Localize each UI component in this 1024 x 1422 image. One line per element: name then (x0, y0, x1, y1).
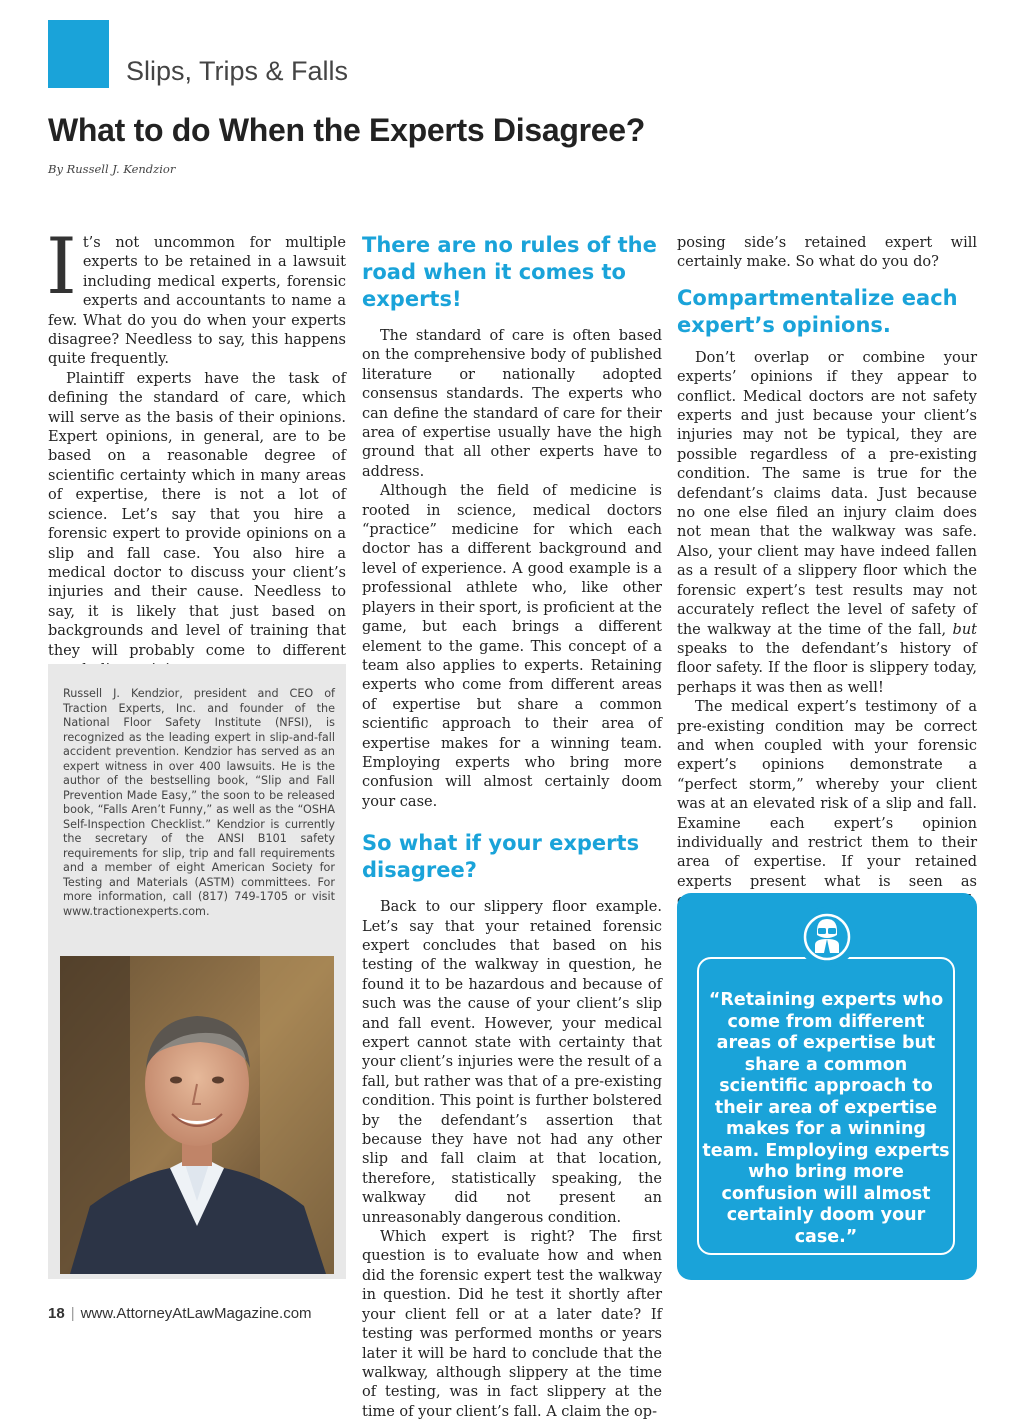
paragraph: Although the field of medicine is rooted in science, medical doctors “practice” medicine for which each doctor has a different background and level of experience. A good example is a professional athlete who, like other players in their sport, is proficient at the game, but each brings a different element to the game. This concept of a team also applies to experts. Retaining experts who come from different areas of expertise but share a common scientific approach to their area of expertise makes for a winning team. Employing experts who bring more confusion will almost certainly doom your case. (362, 483, 662, 810)
byline: By Russell J. Kendzior (48, 162, 176, 176)
column-1 (46, 222, 346, 680)
emphasis: but (952, 621, 977, 638)
paragraph-text: Don’t overlap or combine your experts’ opinions if they appear to conflict. Medical doctors are not safety experts and just because your client’s injuries may not be typical, they are possible regardless of a pre-existing condition. The same is true for the defendant’s claims data. Just because no one else filed an injury claim does not mean that the walkway was safe. Also, your client may have indeed fallen as a result of a slippery floor which the forensic expert’s test results may not accurately reflect the level of safety of the walkway at the time of the fall, (677, 349, 977, 638)
paragraph: posing side’s retained expert will certainly make. So what do you do? (677, 235, 977, 271)
paragraph: The standard of care is often based on the comprehensive body of published literature or nationally adopted consensus standards. The experts who can define the standard of care for their area of expertise usually have the high ground that all other experts have to address. (362, 328, 662, 480)
paragraph: The medical expert’s testimony of a pre-existing condition may be correct and when coupled with your forensic expert’s opinions demonstrate a “perfect storm,” whereby your client was at an elevated risk of a slip and fall. Examine each expert’s opinion individually and restrict them to their area of expertise. If your retained experts present what is seen as (677, 699, 977, 890)
paragraph: Which expert is right? The first question is to evaluate how and when did the forensic expert test the walkway in question. Did he test it shortly after your client fell or at a later date? If testing was performed months or years later it will be hard to conclude that the walkway, although slippery at the time of testing, was in fact slippery at the time of your client’s fall. A claim the op- (362, 1229, 662, 1420)
subheading: So what if your experts disagree? (362, 831, 640, 883)
footer-separator: | (70, 1305, 75, 1322)
subheading: Compartmentalize each expert’s opinions. (677, 285, 958, 337)
paragraph: Plaintiff experts have the task of defining the standard of care, which will serve as the basis of their opinions. Expert opinions, in general, are to be based on a reasonable degree of scientific certainty which in many areas of expertise, there is not a lot of science. Let’s say that you hire a forensic expert to provide opinions on a slip and fall case. You also hire a medical doctor to discuss your client’s injuries and their cause. Needless to say, it is likely that just based on backgrounds and level of training that they will probably come to different (48, 370, 346, 659)
section-label: Slips, Trips & Falls (126, 56, 349, 86)
pull-quote-text: “Retaining experts who come from different areas of expertise but share a common scientific approach to their area of expertise makes for a winning team. Employing experts who bring more confusion will almost certainly doom your case.” (702, 990, 950, 1247)
paragraph (677, 349, 977, 698)
footer-url: www.AttorneyAtLawMagazine.com (80, 1305, 312, 1322)
page-title: What to do When the Experts Disagree? (48, 112, 645, 148)
author-bio-text: Russell J. Kendzior, president and CEO of Traction Experts, Inc. and founder of the National Floor Safety Institute (NFSI), is recognized as the leading expert in slip-and-fall accident prevention. Kendzior has served as an expert witness in over 400 lawsuits. He is the author of the bestselling book, “Slip and Fall Prevention Made Easy,” the soon to be released book, “Falls Aren’t Funny,” as well as the “OSHA Self-Inspection Checklist.” Kendzior is currently the secretary of the ANSI B101 safety requirements for slip, trip and fall requirements and a member of eight American Society for Testing and Materials (ASTM) committees. For more information, call (817) 749-1705 or visit www.tractionexperts.com. (63, 687, 335, 918)
paragraph: Back to our slippery floor example. Let’s say that your retained forensic expert concludes that based on his testing of the walkway in question, he found it to be hazardous and because of such was the cause of your client’s slip and fall event. However, your medical expert cannot state with certainty that your client’s injuries were the result of a fall, but rather was that of a pre-existing condition. This point is further bolstered by the defendant’s assertion that because they have not had any other slip and fall claim at that location, therefore, statistically speaking, the walkway did not present an unreasonably dangerous condition. (362, 899, 662, 1226)
intro-paragraph (46, 222, 346, 370)
expert-scientist-icon (797, 907, 857, 967)
intro-text: t’s not uncommon for multiple experts to be retained in a lawsuit including medical experts, forensic experts and accountants to name a few. What do you do when your experts disagree? Needless to say, this happens quite frequently. (48, 235, 346, 368)
page-number: 18 (48, 1305, 65, 1322)
author-photo (60, 956, 334, 1274)
section-accent-block (48, 20, 109, 88)
column-2 (362, 232, 662, 1422)
drop-cap: I (46, 222, 77, 312)
page-footer (48, 1305, 312, 1322)
paragraph-text: speaks to the defendant’s history of floor safety. If the floor is slippery today, perhaps it was then as well! (677, 640, 977, 696)
subheading: There are no rules of the road when it comes to experts! (362, 233, 657, 311)
column-3 (677, 234, 977, 950)
